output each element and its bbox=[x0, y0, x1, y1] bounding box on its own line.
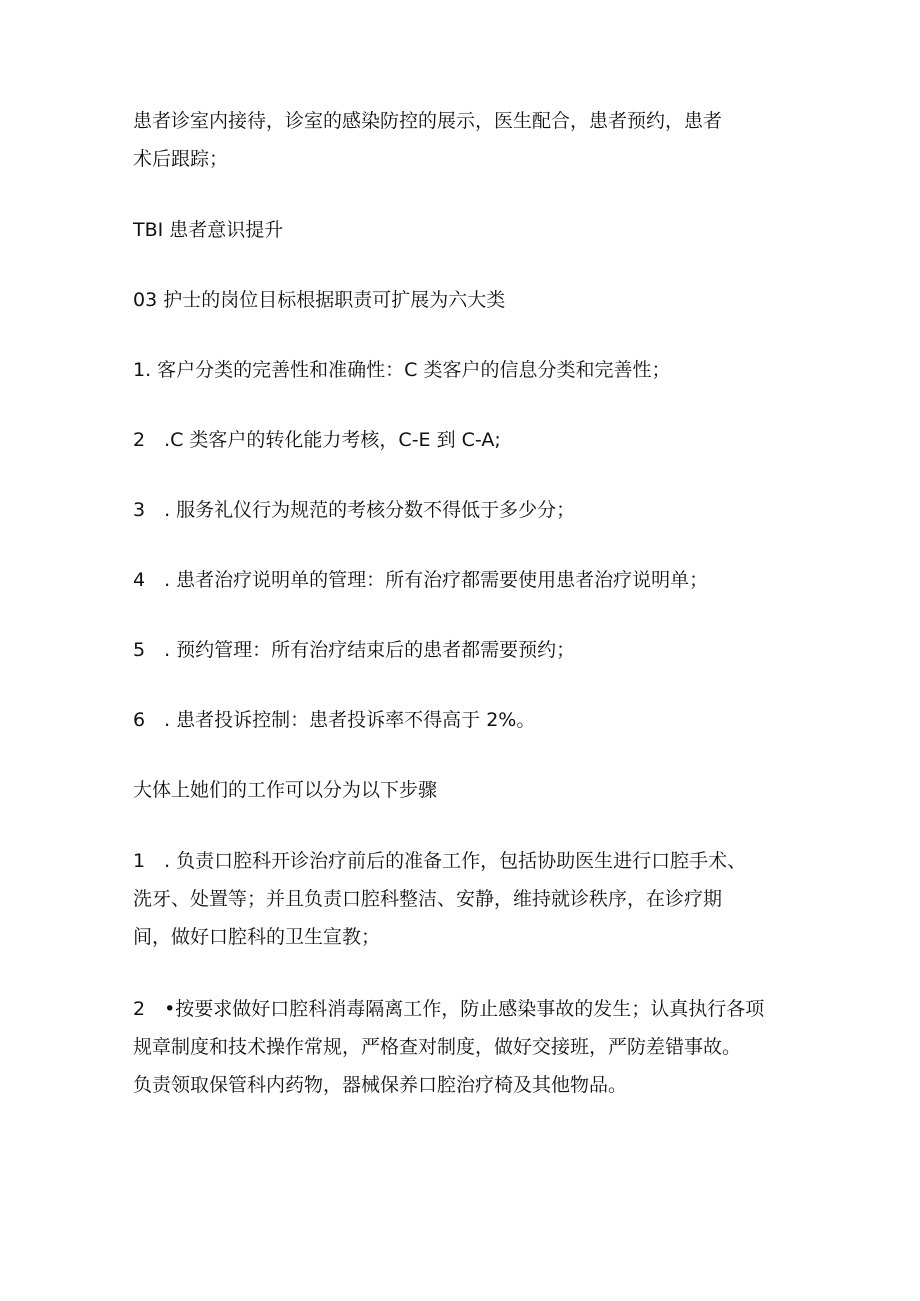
text-line: 洗牙、处置等；并且负责口腔科整洁、安静，维持就诊秩序，在诊疗期 bbox=[133, 888, 723, 910]
list-item-goal-6 bbox=[133, 702, 813, 738]
text-line: 3 . 服务礼仪行为规范的考核分数不得低于多少分； bbox=[133, 499, 576, 521]
list-item-step-1 bbox=[133, 842, 813, 956]
text-line: 5 . 预约管理：所有治疗结束后的患者都需要预约； bbox=[133, 639, 576, 661]
list-item-goal-2 bbox=[133, 422, 813, 458]
text-line: 负责领取保管科内药物，器械保养口腔治疗椅及其他物品。 bbox=[133, 1074, 628, 1096]
text-line: 规章制度和技术操作常规，严格查对制度，做好交接班，严防差错事故。 bbox=[133, 1036, 742, 1058]
text-line: TBI 患者意识提升 bbox=[133, 219, 284, 241]
paragraph-reception bbox=[133, 102, 813, 178]
text-line: 1. 客户分类的完善性和准确性：C 类客户的信息分类和完善性； bbox=[133, 359, 671, 381]
text-line: 术后跟踪； bbox=[133, 148, 229, 170]
document-body bbox=[133, 102, 813, 1138]
text-line: 6 . 患者投诉控制：患者投诉率不得高于 2%。 bbox=[133, 709, 536, 731]
text-line: 03 护士的岗位目标根据职责可扩展为六大类 bbox=[133, 289, 506, 311]
list-item-goal-4 bbox=[133, 562, 813, 598]
list-item-goal-5 bbox=[133, 632, 813, 668]
paragraph-tbi bbox=[133, 212, 813, 248]
text-line: 4 . 患者治疗说明单的管理：所有治疗都需要使用患者治疗说明单； bbox=[133, 569, 709, 591]
list-item-goal-1 bbox=[133, 352, 813, 388]
text-line: 大体上她们的工作可以分为以下步骤 bbox=[133, 779, 438, 801]
paragraph-steps-intro bbox=[133, 772, 813, 808]
text-line: 1 . 负责口腔科开诊治疗前后的准备工作，包括协助医生进行口腔手术、 bbox=[133, 850, 747, 872]
section-heading-03 bbox=[133, 282, 813, 318]
list-item-goal-3 bbox=[133, 492, 813, 528]
text-line: 2 •按要求做好口腔科消毒隔离工作，防止感染事故的发生；认真执行各项 bbox=[133, 998, 765, 1020]
text-line: 患者诊室内接待，诊室的感染防控的展示，医生配合，患者预约，患者 bbox=[133, 110, 723, 132]
text-line: 间，做好口腔科的卫生宣教； bbox=[133, 926, 381, 948]
list-item-step-2 bbox=[133, 990, 813, 1104]
text-line: 2 .C 类客户的转化能力考核，C-E 到 C-A; bbox=[133, 429, 501, 451]
